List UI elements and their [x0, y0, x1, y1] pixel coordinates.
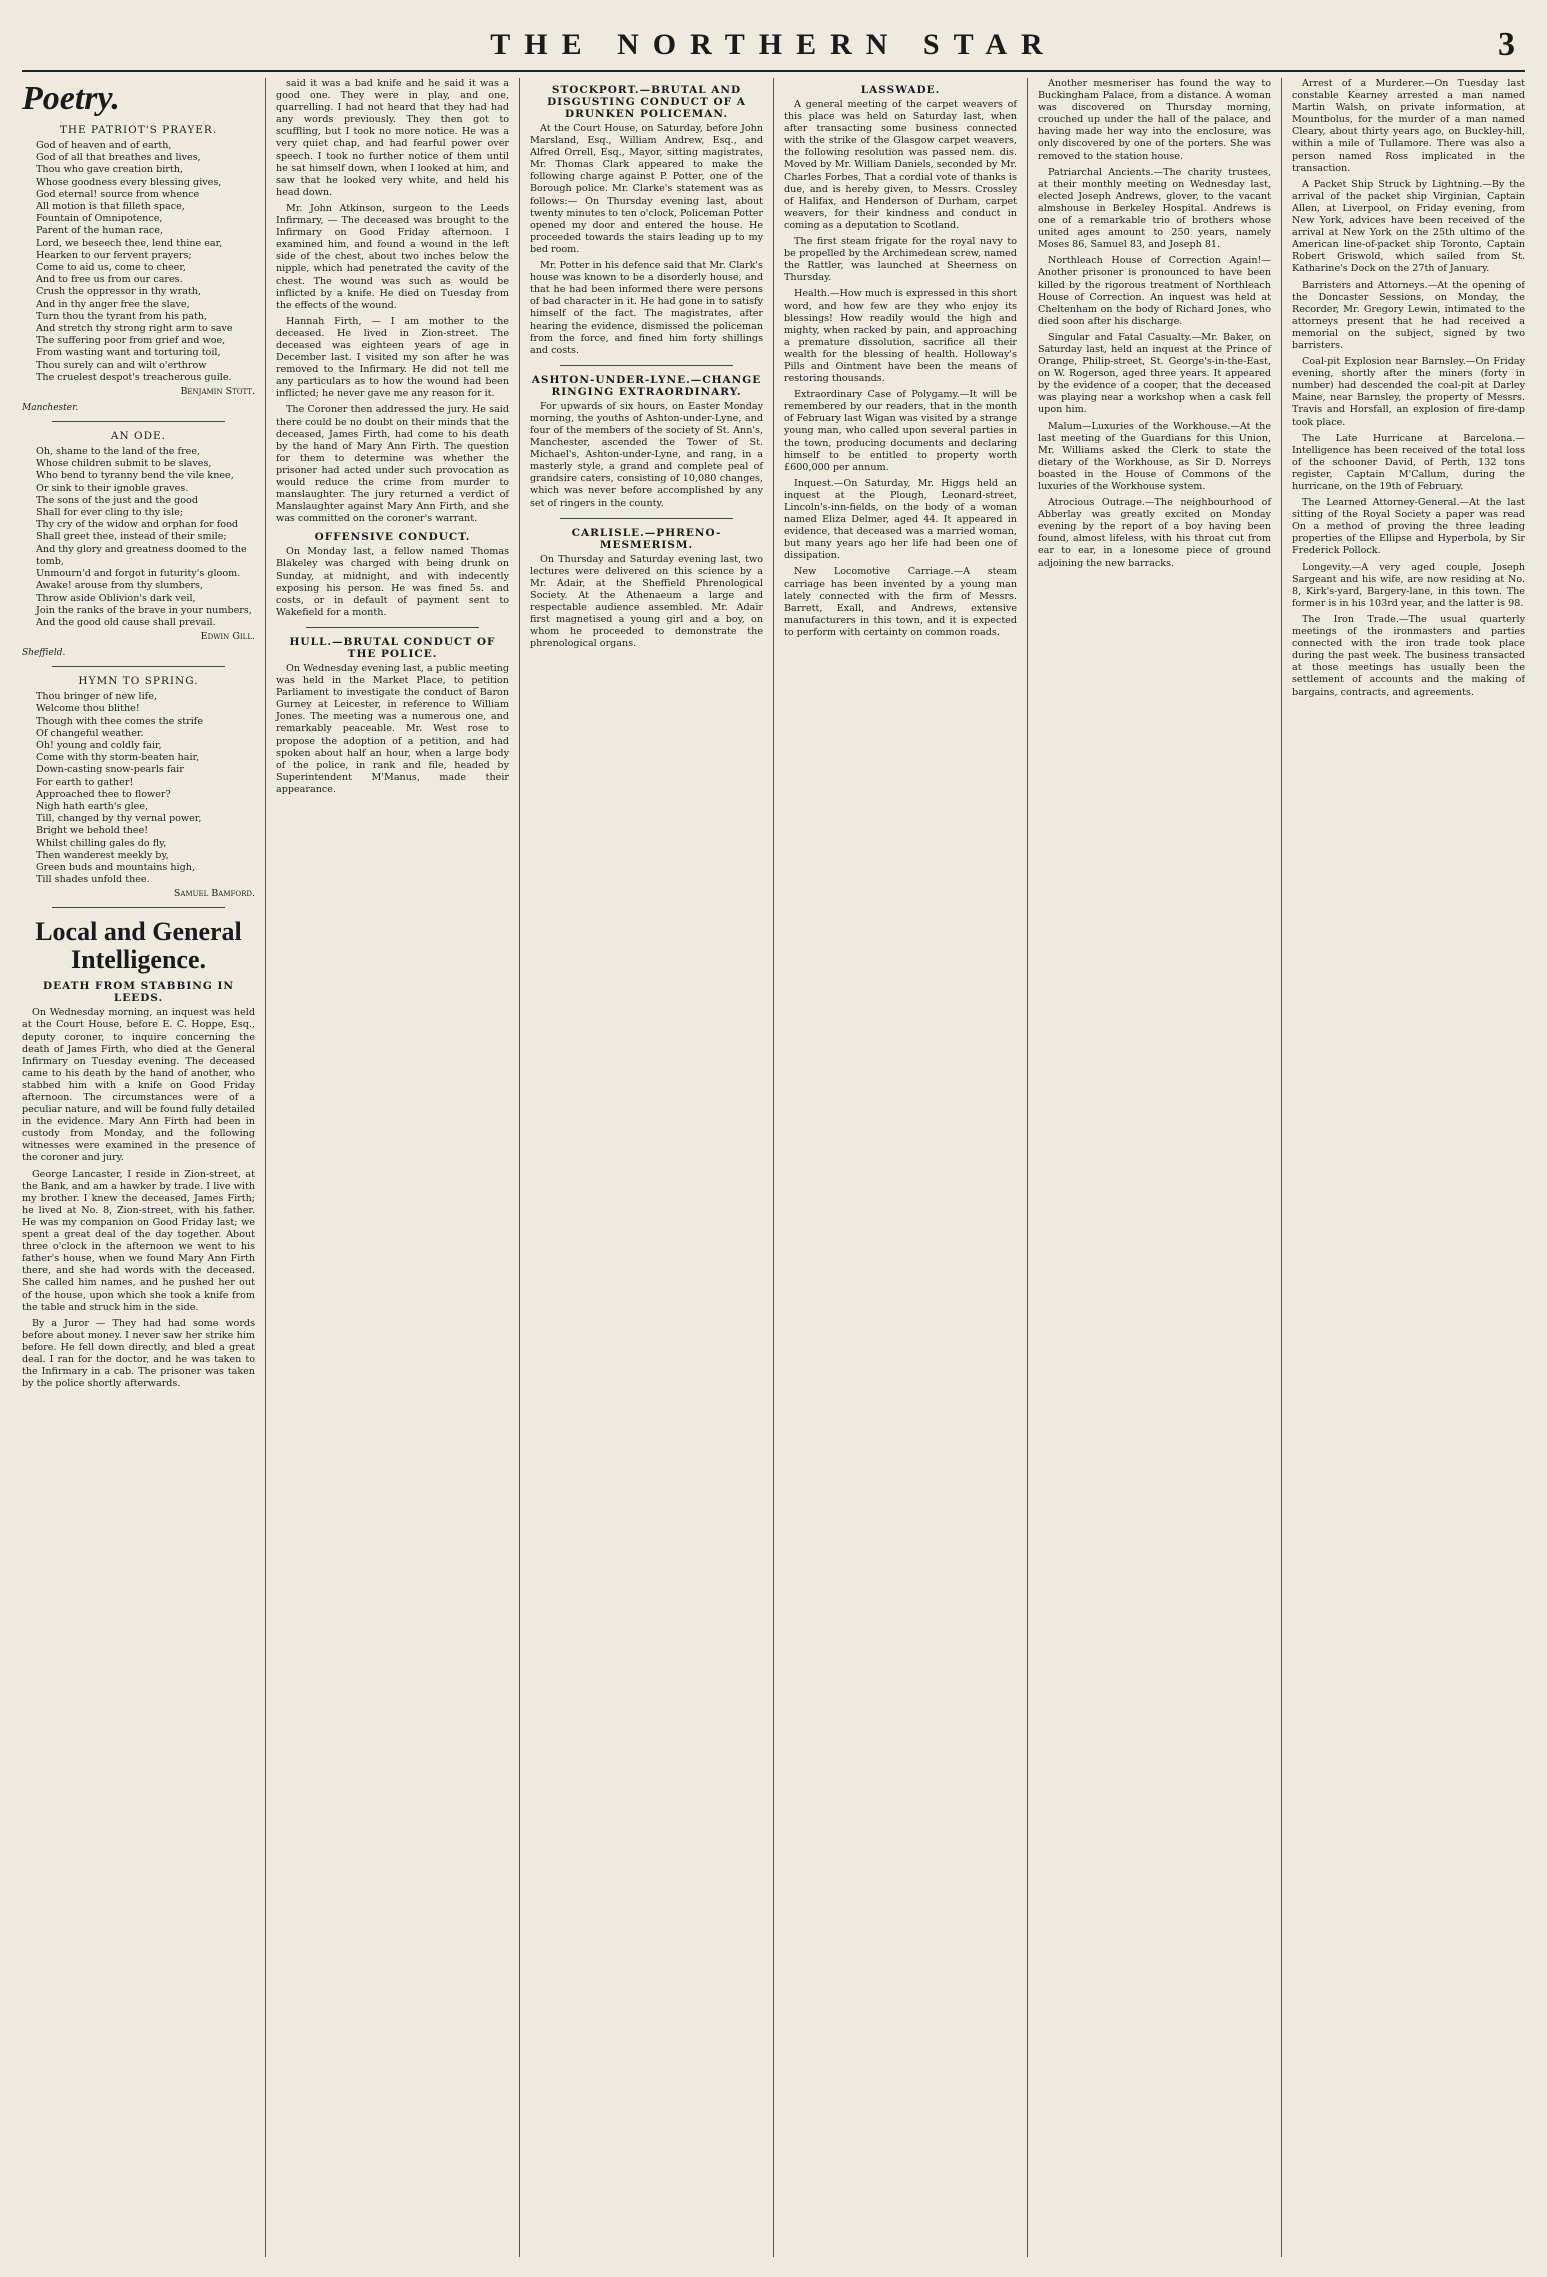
article-title: ASHTON-UNDER-LYNE.—CHANGE RINGING EXTRAORDINARY.	[531, 373, 762, 398]
article-body: Malum—Luxuries of the Workhouse.—At the last meeting of the Guardians for this Union, Mr. Williams asked the Clerk to state the dietary of the Workhouse, as Sir D. Norreys boasted in the House of Commons of the luxuries of the Workhouse system.	[1038, 420, 1271, 492]
article-body: A Packet Ship Struck by Lightning.—By the arrival of the packet ship Virginian, Captain Allen, at Liverpool, on Friday evening, from New York, advices have been received of the arrival at New York on the 25th ultimo of the American line-of-packet ship Toronto, Captain Robert Griswold, which sailed from St. Katharine's Dock on the 27th of January.	[1292, 178, 1525, 275]
column-5	[1027, 78, 1281, 2257]
article-body: By a Juror — They had had some words before about money. I never saw her strike him before. He fell down directly, and bled a great deal. I ran for the doctor, and he was taken to the Infirmary in a cab. The prisoner was taken by the police shortly afterwards.	[22, 1317, 255, 1390]
article-body: On Wednesday morning, an inquest was held at the Court House, before E. C. Hoppe, Esq., deputy coroner, to inquire concerning the death of James Firth, who died at the General Infirmary on Tuesday evening. The deceased came to his death by the hand of another, who stabbed him with a knife on Good Friday afternoon. The circumstances were of a peculiar nature, and will be found fully detailed in the evidence. Mary Ann Firth had been in custody from Monday, and the following witnesses were examined in the presence of the coroner and jury.	[22, 1007, 255, 1164]
article-body: Extraordinary Case of Polygamy.—It will be remembered by our readers, that in the month of February last Wigan was visited by a strange young man, who called upon several parties in the town, producing documents and declaring himself to be entitled to property worth £600,000 per annum.	[784, 389, 1017, 473]
poetry-section-title: Poetry.	[22, 80, 120, 117]
column-4	[773, 78, 1027, 2257]
article-body: On Thursday and Saturday evening last, two lectures were delivered on this science by a Mr. Adair, at the Sheffield Phrenological Society. At the Athenaeum a large and respectable audience assembled. Mr. Adair first magnetised a young girl and a boy, on whom he proceeded to demonstrate the phrenological organs.	[530, 553, 763, 650]
article-body: Inquest.—On Saturday, Mr. Higgs held an inquest at the Plough, Leonard-street, Lincoln's-inn-fields, on the body of a woman named Eliza Delmer, aged 44. It appeared in evidence, that deceased was a married woman, but many years ago her life had been one of dissipation.	[784, 477, 1017, 562]
article-title: HULL.—BRUTAL CONDUCT OF THE POLICE.	[289, 635, 496, 660]
article-body: Health.—How much is expressed in this short word, and how few are they who enjoy its blessings! How readily would the high and mighty, when racked by pain, and approaching a premature dissolution, sacrifice all their wealth for the blessing of health. Holloway's Pills and Ointment have been the means of restoring thousands.	[784, 288, 1017, 385]
article-title: OFFENSIVE CONDUCT.	[314, 531, 471, 544]
article-body: Mr. Potter in his defence said that Mr. Clark's house was known to be a disorderly house, and that he had been informed there were persons of bad character in it. He had gone in to satisfy himself of the fact. The magistrates, after hearing the evidence, dismissed the policeman from the force, and fined him forty shillings and costs.	[530, 260, 763, 356]
article-body: For upwards of six hours, on Easter Monday morning, the youths of Ashton-under-Lyne, and four of the members of the society of St. Ann's, Manchester, ascended the Tower of St. Michael's, Ashton-under-Lyne, and rang, in a masterly style, a grand and complete peal of grandsire caters, consisting of 10,080 changes, which was never before accomplished by any set of ringers in the county.	[530, 400, 763, 509]
poem-title: THE PATRIOT'S PRAYER.	[59, 124, 218, 136]
article-body: Coal-pit Explosion near Barnsley.—On Friday evening, shortly after the miners (forty in number) had descended the coal-pit at Darley Maine, near Barnsley, the property of Messrs. Travis and Horsfall, an explosion of fire-damp took place.	[1292, 356, 1525, 428]
article-body: The Iron Trade.—The usual quarterly meetings of the ironmasters and parties connected with the iron trade took place during the past week. The business transacted at those meetings has usually been the settlement of accounts and the making of bargains, contracts, and agreements.	[1292, 613, 1525, 698]
article-body: Atrocious Outrage.—The neighbourhood of Abberlay was greatly excited on Monday evening by the report of a boy having been found, almost lifeless, with his throat cut from ear to ear, in a lonesome piece of ground adjoining the new barracks.	[1038, 497, 1271, 569]
poem-title: AN ODE.	[110, 430, 167, 443]
article-body: At the Court House, on Saturday, before John Marsland, Esq., William Andrew, Esq., and Alfred Orrell, Esq., Mayor, sitting magistrates, Mr. Thomas Clark appeared to make the following charge against P. Potter, one of the Borough police. Mr. Clarke's statement was as follows:— On Thursday evening last, about twenty minutes to ten o'clock, Policeman Potter opened my door and entered the house. He proceeded towards the stairs leading up to my bed room.	[530, 123, 763, 255]
column-1	[22, 78, 265, 2257]
article-body: Patriarchal Ancients.—The charity trustees, at their monthly meeting on Wednesday last, elected Joseph Andrews, glover, to the vacant almshouse in Berkeley Hospital. Andrews is one of a remarkable trio of brothers whose united ages amount to 250 years, namely Moses 86, Samuel 83, and Joseph 81.	[1038, 166, 1271, 251]
article-title: CARLISLE.—PHRENO-MESMERISM.	[571, 526, 722, 551]
article-body: Northleach House of Correction Again!— Another prisoner is pronounced to have been killed by the rigorous treatment of Northleach House of Correction. An inquest was held at Cheltenham on the body of Richard Jones, who died soon after his discharge.	[1038, 255, 1271, 327]
article-body: Singular and Fatal Casualty.—Mr. Baker, on Saturday last, held an inquest at the Prince of Orange, Philip-street, St. George's-in-the-East, on W. Rogerson, aged three years. It appeared by the evidence of a cooper, that the deceased was playing near a workshop when a cask fell upon him.	[1038, 331, 1271, 416]
article-title: LASSWADE.	[860, 84, 941, 96]
article-body: Longevity.—A very aged couple, Joseph Sargeant and his wife, are now residing at No. 8, Kirk's-yard, Bargery-lane, in this town. The former is in his 103rd year, and the latter is 98.	[1292, 561, 1525, 609]
article-body: said it was a bad knife and he said it was a good one. They were in play, and one, quarrelling. I had not heard that they had had any words previously. They then got to scuffling, but I took no more notice. He was a very quiet chap, and had fearful power over speech. I took no further notice of them until he sat himself down, when I looked at him, and saw that he looked very white, and held his head down.	[276, 78, 509, 198]
poem-place: Sheffield.	[22, 648, 66, 659]
article-body: The Coroner then addressed the jury. He said there could be no doubt on their minds that the deceased, James Firth, had come to his death by the hand of Mary Ann Firth. The question for them to determine was whether the prisoner had acted under such provocation as would reduce the crime from murder to manslaughter. The jury returned a verdict of Manslaughter against Mary Ann Firth, and she was committed on the coroner's warrant.	[276, 404, 509, 525]
divider	[52, 421, 225, 422]
poem-signature: Samuel Bamford.	[173, 888, 255, 900]
poem-verse: God of heaven and of earth, God of all that breathes and lives, Thou who gave creation birth, Whose goodness every blessing gives, God eternal! source from whence All motion is that filleth space, Fountain of Omnipotence, Parent of the human race, Lord, we beseech thee, lend thine ear, Hearken to our fervent prayers; Come to aid us, come to cheer, And to free us from our cares. Crush the oppressor in thy wrath, And in thy anger free the slave, Turn thou the tyrant from his path, And stretch thy strong right arm to save The suffering poor from grief and woe, From wasting want and torturing toil, Thou surely can and wilt o'erthrow The cruelest despot's treacherous guile.	[36, 140, 233, 383]
article-title: STOCKPORT.—BRUTAL AND DISGUSTING CONDUCT OF A DRUNKEN POLICEMAN.	[547, 84, 746, 120]
column-3	[519, 78, 773, 2257]
article-body: The Late Hurricane at Barcelona.—Intelligence has been received of the total loss of the schooner David, of Perth, 132 tons register, Captain M'Callum, during the hurricane, on the 19th of February.	[1292, 432, 1525, 492]
columns	[22, 78, 1525, 2257]
article-body: Arrest of a Murderer.—On Tuesday last constable Kearney arrested a man named Martin Walsh, on private information, at Mountbolus, for the murder of a man named Cleary, about thirty years ago, on Buckley-hill, within a mile of Tullamore. There was also a person named Ross implicated in the transaction.	[1292, 78, 1525, 174]
column-2	[265, 78, 519, 2257]
poem-title: HYMN TO SPRING.	[78, 675, 199, 688]
divider	[306, 627, 479, 628]
article-body: Hannah Firth, — I am mother to the deceased. He lived in Zion-street. The deceased was eighteen years of age in December last. I visited my son after he was removed to the Infirmary. He did not tell me any particulars as to how the wound had been inflicted; he never gave me any reason for it.	[276, 315, 509, 400]
poem-signature: Edwin Gill.	[200, 631, 255, 643]
divider	[560, 365, 733, 366]
article-body: New Locomotive Carriage.—A steam carriage has been invented by a young man lately connected with the firm of Messrs. Barrett, Exall, and Andrews, extensive manufacturers in this town, and it is expected to perform with certainty on common roads.	[784, 566, 1017, 638]
local-section-title: Local and General Intelligence.	[35, 917, 242, 975]
divider	[52, 666, 225, 667]
article-body: Mr. John Atkinson, surgeon to the Leeds Infirmary, — The deceased was brought to the Infirmary on Good Friday afternoon. I examined him, and found a wound in the left side of the chest, about two inches below the nipple, which had penetrated the cavity of the chest. The wound was such as would be inflicted by a knife. He died on Tuesday from the effects of the wound.	[276, 202, 509, 311]
divider	[560, 518, 733, 519]
newspaper-title: THE NORTHERN STAR	[490, 28, 1057, 61]
poem-place: Manchester.	[22, 403, 79, 414]
page-number: 3	[1498, 26, 1515, 63]
masthead	[22, 26, 1525, 72]
article-body: The Learned Attorney-General.—At the last sitting of the Royal Society a paper was read On a method of proving the three leading properties of the Ellipse and Hyperbola, by Sir Frederick Pollock.	[1292, 497, 1525, 557]
poem-verse: Oh, shame to the land of the free, Whose children submit to be slaves, Who bend to tyranny bend the vile knee, Or sink to their ignoble graves. The sons of the just and the good Shall for ever cling to thy isle; Thy cry of the widow and orphan for food Shall greet thee, instead of their smile; And thy glory and greatness doomed to the tomb, Unmourn'd and forgot in futurity's gloom. Awake! arouse from thy slumbers, Throw aside Oblivion's dark veil, Join the ranks of the brave in your numbers, And the good old cause shall prevail.	[36, 446, 252, 628]
article-body: George Lancaster, I reside in Zion-street, at the Bank, and am a hawker by trade. I live with my brother. I knew the deceased, James Firth; he lived at No. 8, Zion-street, with his father. He was my companion on Good Friday last; we spent a great deal of the day together. About three o'clock in the afternoon we went to his father's house, when we found Mary Ann Firth there, and she had words with the deceased. She called him names, and he pushed her out of the house, upon which she took a knife from the table and struck him in the side.	[22, 1168, 255, 1313]
column-6	[1281, 78, 1525, 2257]
article-body: The first steam frigate for the royal navy to be propelled by the Archimedean screw, named the Rattler, was launched at Sheerness on Thursday.	[784, 236, 1017, 284]
article-body: Barristers and Attorneys.—At the opening of the Doncaster Sessions, on Monday, the Recorder, Mr. Gregory Lewin, intimated to the attorneys present that he had received a memorial on the subject, signed by two barristers.	[1292, 279, 1525, 351]
poem-verse: Thou bringer of new life, Welcome thou blithe! Though with thee comes the strife Of changeful weather. Oh! young and coldly fair, Come with thy storm-beaten hair, Down-casting snow-pearls fair For earth to gather! Approached thee to flower? Nigh hath earth's glee, Till, changed by thy vernal power, Bright we behold thee! Whilst chilling gales do fly, Then wanderest meekly by, Green buds and mountains high, Till shades unfold thee.	[36, 691, 204, 886]
article-title: DEATH FROM STABBING IN LEEDS.	[42, 980, 235, 1005]
article-body: A general meeting of the carpet weavers of this place was held on Saturday last, when after transacting some business connected with the strike of the Glasgow carpet weavers, the following resolution was passed nem. dis. Moved by Mr. William Daniels, seconded by Mr. Charles Forbes, That a cordial vote of thanks is due, and is hereby given, to Messrs. Crossley of Halifax, and Henderson of Durham, carpet weavers, for their kindness and conduct in coming as a deputation to Scotland.	[784, 99, 1017, 231]
divider	[52, 907, 225, 908]
poem-signature: Benjamin Stott.	[180, 386, 255, 398]
article-body: On Monday last, a fellow named Thomas Blakeley was charged with being drunk on Sunday, at midnight, and with indecently exposing his person. He was fined 5s. and costs, or in default of payment sent to Wakefield for a month.	[276, 546, 509, 618]
article-body: Another mesmeriser has found the way to Buckingham Palace, from a distance. A woman was discovered on Thursday morning, crouched up under the hall of the palace, and having made her way into the enclosure, was only discovered by one of the porters. She was removed to the station house.	[1038, 78, 1271, 162]
article-body: On Wednesday evening last, a public meeting was held in the Market Place, to petition Parliament to investigate the conduct of Baron Gurney at Leicester, in reference to William Jones. The meeting was a numerous one, and remarkably peaceable. Mr. West rose to propose the adoption of a petition, and had spoken about half an hour, when a large body of the police, in rank and file, headed by Superintendent M'Manus, made their appearance.	[276, 662, 509, 795]
